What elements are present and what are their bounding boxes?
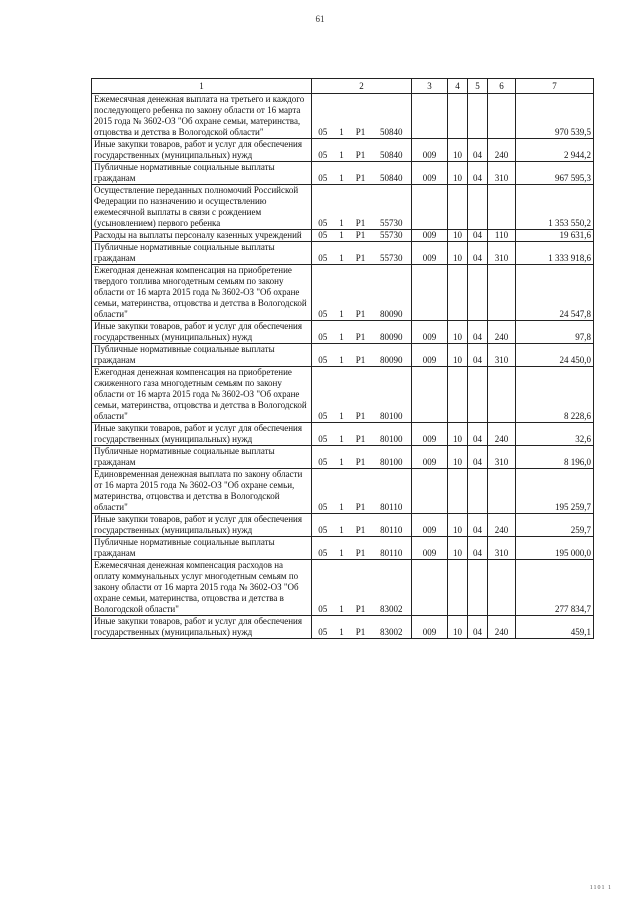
row-description: Иные закупки товаров, работ и услуг для обеспечения государственных (муниципальных) нужд [92, 514, 312, 537]
program-code: 05 [312, 367, 334, 423]
section-code: 10 [448, 423, 468, 446]
ministry-code: 009 [412, 537, 448, 560]
program-code: 05 [312, 446, 334, 469]
direction-code: 80090 [372, 344, 412, 367]
expense-type-code [488, 560, 516, 616]
header-cell: 5 [468, 79, 488, 94]
program-code: 05 [312, 616, 334, 639]
subsection-code: 04 [468, 230, 488, 242]
section-code: 10 [448, 139, 468, 162]
expense-type-code [488, 367, 516, 423]
section-code: 10 [448, 616, 468, 639]
project-code: Р1 [350, 265, 372, 321]
subprogram-code: 1 [334, 230, 350, 242]
expense-type-code: 310 [488, 537, 516, 560]
project-code: Р1 [350, 344, 372, 367]
table-row [92, 162, 594, 185]
subsection-code: 04 [468, 321, 488, 344]
table-row [92, 265, 594, 321]
amount-value: 19 631,6 [516, 230, 594, 242]
row-description: Ежегодная денежная компенсация на приобретение твердого топлива многодетным семьям по закону области от 16 марта 2015 года № 3602-ОЗ "Об охране семьи, материнства, отцовства и детства в Вологодской области" [92, 265, 312, 321]
table-row [92, 446, 594, 469]
direction-code: 80100 [372, 423, 412, 446]
ministry-code: 009 [412, 162, 448, 185]
subsection-code: 04 [468, 423, 488, 446]
ministry-code: 009 [412, 616, 448, 639]
subprogram-code: 1 [334, 139, 350, 162]
subprogram-code: 1 [334, 616, 350, 639]
row-description: Ежемесячная денежная компенсация расходов на оплату коммунальных услуг многодетным семьям по закону области от 16 марта 2015 года № 3602-ОЗ "Об охране семьи, материнства, отцовства и детства в Вологодской области" [92, 560, 312, 616]
direction-code: 80110 [372, 469, 412, 514]
ministry-code: 009 [412, 446, 448, 469]
direction-code: 55730 [372, 185, 412, 230]
program-code: 05 [312, 185, 334, 230]
table-row [92, 344, 594, 367]
subsection-code: 04 [468, 446, 488, 469]
project-code: Р1 [350, 162, 372, 185]
expense-type-code: 240 [488, 616, 516, 639]
direction-code: 83002 [372, 616, 412, 639]
row-description: Публичные нормативные социальные выплаты гражданам [92, 446, 312, 469]
row-description: Иные закупки товаров, работ и услуг для обеспечения государственных (муниципальных) нужд [92, 423, 312, 446]
direction-code: 80110 [372, 537, 412, 560]
project-code: Р1 [350, 537, 372, 560]
ministry-code [412, 265, 448, 321]
subprogram-code: 1 [334, 537, 350, 560]
subsection-code [468, 265, 488, 321]
subprogram-code: 1 [334, 321, 350, 344]
subsection-code: 04 [468, 162, 488, 185]
row-description: Ежегодная денежная компенсация на приобретение сжиженного газа многодетным семьям по закону области от 16 марта 2015 года № 3602-ОЗ "Об охране семьи, материнства, отцовства и детства в Вологодской области" [92, 367, 312, 423]
subsection-code [468, 185, 488, 230]
amount-value: 97,8 [516, 321, 594, 344]
row-description: Публичные нормативные социальные выплаты гражданам [92, 242, 312, 265]
project-code: Р1 [350, 367, 372, 423]
ministry-code: 009 [412, 344, 448, 367]
direction-code: 55730 [372, 230, 412, 242]
row-description: Расходы на выплаты персоналу казенных учреждений [92, 230, 312, 242]
amount-value: 1 353 550,2 [516, 185, 594, 230]
expense-type-code: 240 [488, 139, 516, 162]
project-code: Р1 [350, 469, 372, 514]
direction-code: 80110 [372, 514, 412, 537]
table-row [92, 242, 594, 265]
expense-type-code [488, 94, 516, 139]
subsection-code: 04 [468, 514, 488, 537]
section-code [448, 185, 468, 230]
table-body [92, 94, 594, 639]
direction-code: 50840 [372, 94, 412, 139]
table-row [92, 185, 594, 230]
subprogram-code: 1 [334, 423, 350, 446]
header-cell: 1 [92, 79, 312, 94]
program-code: 05 [312, 94, 334, 139]
subprogram-code: 1 [334, 514, 350, 537]
table-row [92, 537, 594, 560]
amount-value: 24 450,0 [516, 344, 594, 367]
section-code [448, 367, 468, 423]
row-description: Иные закупки товаров, работ и услуг для обеспечения государственных (муниципальных) нужд [92, 616, 312, 639]
section-code: 10 [448, 321, 468, 344]
ministry-code: 009 [412, 139, 448, 162]
program-code: 05 [312, 537, 334, 560]
section-code: 10 [448, 344, 468, 367]
section-code: 10 [448, 537, 468, 560]
table-row [92, 423, 594, 446]
amount-value: 967 595,3 [516, 162, 594, 185]
amount-value: 2 944,2 [516, 139, 594, 162]
footer-mark: 1101 1 [589, 885, 612, 891]
amount-value: 8 228,6 [516, 367, 594, 423]
program-code: 05 [312, 514, 334, 537]
program-code: 05 [312, 321, 334, 344]
row-description: Единовременная денежная выплата по закону области от 16 марта 2015 года № 3602-ОЗ "Об охране семьи, материнства, отцовства и детства в Вологодской области" [92, 469, 312, 514]
amount-value: 24 547,8 [516, 265, 594, 321]
subsection-code: 04 [468, 139, 488, 162]
program-code: 05 [312, 423, 334, 446]
subprogram-code: 1 [334, 446, 350, 469]
direction-code: 55730 [372, 242, 412, 265]
subprogram-code: 1 [334, 367, 350, 423]
project-code: Р1 [350, 242, 372, 265]
section-code [448, 265, 468, 321]
row-description: Публичные нормативные социальные выплаты гражданам [92, 537, 312, 560]
subprogram-code: 1 [334, 469, 350, 514]
project-code: Р1 [350, 616, 372, 639]
direction-code: 83002 [372, 560, 412, 616]
direction-code: 50840 [372, 139, 412, 162]
direction-code: 80090 [372, 321, 412, 344]
amount-value: 195 259,7 [516, 469, 594, 514]
expense-type-code [488, 185, 516, 230]
section-code: 10 [448, 162, 468, 185]
program-code: 05 [312, 139, 334, 162]
subsection-code [468, 367, 488, 423]
section-code: 10 [448, 446, 468, 469]
table-row [92, 230, 594, 242]
expense-type-code: 110 [488, 230, 516, 242]
subsection-code: 04 [468, 344, 488, 367]
row-description: Ежемесячная денежная выплата на третьего и каждого последующего ребенка по закону области от 16 марта 2015 года № 3602-ОЗ "Об охране семьи, материнства, отцовства и детства в Вологодской области" [92, 94, 312, 139]
amount-value: 32,6 [516, 423, 594, 446]
section-code: 10 [448, 230, 468, 242]
project-code: Р1 [350, 94, 372, 139]
row-description: Иные закупки товаров, работ и услуг для обеспечения государственных (муниципальных) нужд [92, 321, 312, 344]
subprogram-code: 1 [334, 94, 350, 139]
subsection-code [468, 560, 488, 616]
ministry-code [412, 469, 448, 514]
row-description: Публичные нормативные социальные выплаты гражданам [92, 344, 312, 367]
expense-type-code [488, 265, 516, 321]
ministry-code: 009 [412, 242, 448, 265]
expense-type-code: 310 [488, 446, 516, 469]
amount-value: 277 834,7 [516, 560, 594, 616]
expense-type-code: 310 [488, 242, 516, 265]
section-code [448, 94, 468, 139]
table-row [92, 514, 594, 537]
expense-type-code: 240 [488, 423, 516, 446]
table-row [92, 321, 594, 344]
project-code: Р1 [350, 423, 372, 446]
project-code: Р1 [350, 321, 372, 344]
ministry-code: 009 [412, 230, 448, 242]
subprogram-code: 1 [334, 344, 350, 367]
subsection-code: 04 [468, 616, 488, 639]
ministry-code [412, 367, 448, 423]
table-row [92, 560, 594, 616]
subsection-code [468, 469, 488, 514]
program-code: 05 [312, 560, 334, 616]
amount-value: 259,7 [516, 514, 594, 537]
program-code: 05 [312, 469, 334, 514]
budget-table [91, 78, 594, 639]
table-row [92, 139, 594, 162]
expense-type-code: 240 [488, 514, 516, 537]
ministry-code [412, 185, 448, 230]
amount-value: 459,1 [516, 616, 594, 639]
amount-value: 970 539,5 [516, 94, 594, 139]
row-description: Осуществление переданных полномочий Российской Федерации по назначению и осуществлению ежемесячной выплаты в связи с рождением (усыновлением) первого ребенка [92, 185, 312, 230]
program-code: 05 [312, 242, 334, 265]
program-code: 05 [312, 265, 334, 321]
subprogram-code: 1 [334, 265, 350, 321]
ministry-code: 009 [412, 321, 448, 344]
header-cell: 3 [412, 79, 448, 94]
subsection-code [468, 94, 488, 139]
subprogram-code: 1 [334, 560, 350, 616]
program-code: 05 [312, 230, 334, 242]
section-code [448, 560, 468, 616]
amount-value: 1 333 918,6 [516, 242, 594, 265]
program-code: 05 [312, 344, 334, 367]
subsection-code: 04 [468, 242, 488, 265]
section-code: 10 [448, 514, 468, 537]
direction-code: 80100 [372, 367, 412, 423]
direction-code: 80090 [372, 265, 412, 321]
table-row [92, 616, 594, 639]
subsection-code: 04 [468, 537, 488, 560]
row-description: Публичные нормативные социальные выплаты гражданам [92, 162, 312, 185]
expense-type-code: 310 [488, 344, 516, 367]
header-cell: 4 [448, 79, 468, 94]
ministry-code: 009 [412, 423, 448, 446]
table-row [92, 94, 594, 139]
expense-type-code [488, 469, 516, 514]
page-number: 61 [315, 14, 325, 24]
program-code: 05 [312, 162, 334, 185]
table-header-row [92, 79, 594, 94]
expense-type-code: 310 [488, 162, 516, 185]
section-code: 10 [448, 242, 468, 265]
project-code: Р1 [350, 446, 372, 469]
project-code: Р1 [350, 185, 372, 230]
amount-value: 195 000,0 [516, 537, 594, 560]
ministry-code [412, 560, 448, 616]
row-description: Иные закупки товаров, работ и услуг для обеспечения государственных (муниципальных) нужд [92, 139, 312, 162]
header-cell: 7 [516, 79, 594, 94]
header-cell: 2 [312, 79, 412, 94]
table-row [92, 469, 594, 514]
direction-code: 50840 [372, 162, 412, 185]
direction-code: 80100 [372, 446, 412, 469]
project-code: Р1 [350, 230, 372, 242]
table-row [92, 367, 594, 423]
subprogram-code: 1 [334, 185, 350, 230]
subprogram-code: 1 [334, 242, 350, 265]
ministry-code: 009 [412, 514, 448, 537]
project-code: Р1 [350, 514, 372, 537]
subprogram-code: 1 [334, 162, 350, 185]
project-code: Р1 [350, 560, 372, 616]
amount-value: 8 196,0 [516, 446, 594, 469]
ministry-code [412, 94, 448, 139]
project-code: Р1 [350, 139, 372, 162]
header-cell: 6 [488, 79, 516, 94]
expense-type-code: 240 [488, 321, 516, 344]
section-code [448, 469, 468, 514]
